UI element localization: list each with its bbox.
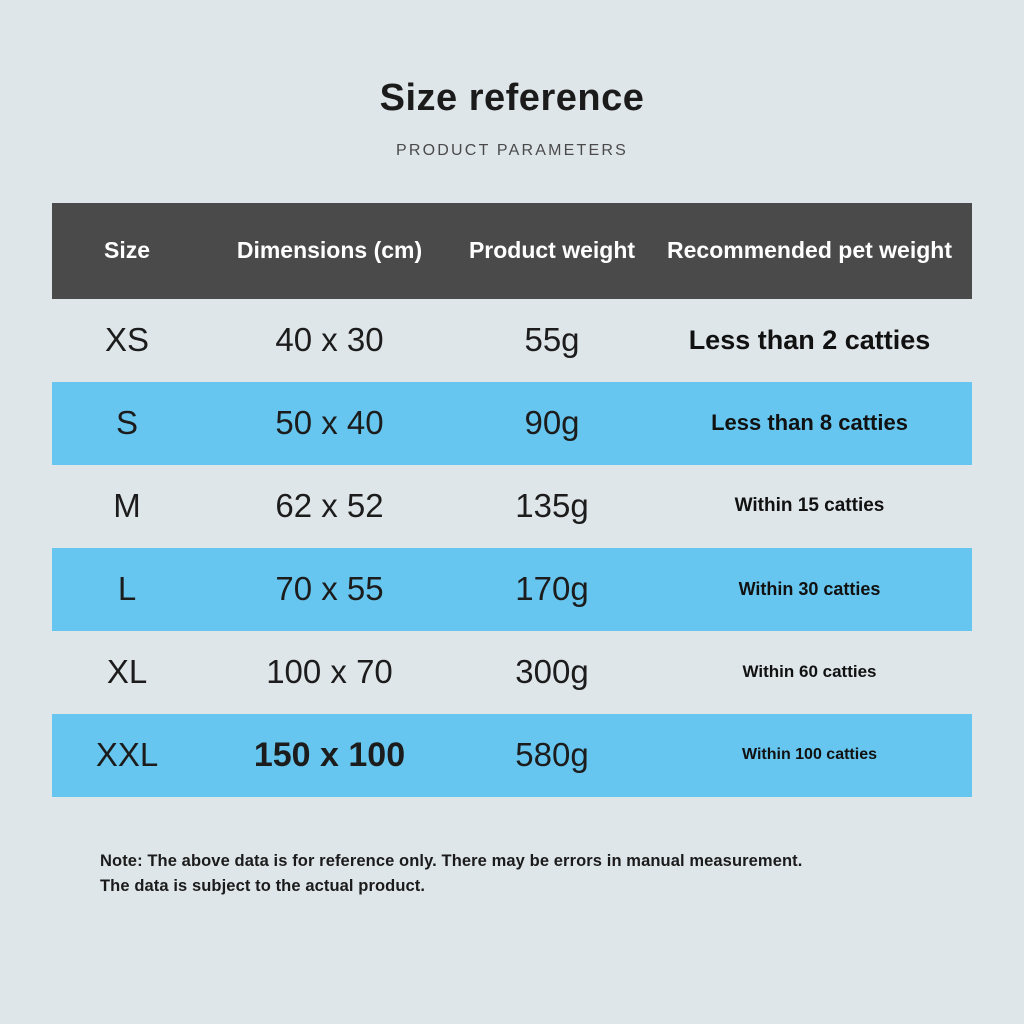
- disclaimer-note-line-2: The data is subject to the actual product.: [100, 877, 426, 896]
- cell-recommended-pet-weight: Within 60 catties: [742, 662, 877, 682]
- table-row: [52, 548, 972, 631]
- table-header-row: [52, 203, 972, 299]
- cell-size: S: [115, 404, 138, 442]
- table-row: [52, 631, 972, 714]
- cell-product-weight: 135g: [515, 487, 589, 525]
- cell-dimensions: 40 x 30: [275, 321, 384, 359]
- table-row: [52, 382, 972, 465]
- column-header-product-weight: Product weight: [468, 237, 636, 264]
- page-subtitle: PRODUCT PARAMETERS: [396, 141, 628, 159]
- column-header-size: Size: [103, 237, 151, 264]
- cell-recommended-pet-weight: Less than 2 catties: [688, 324, 931, 355]
- size-table: [52, 203, 972, 797]
- cell-product-weight: 55g: [524, 321, 580, 359]
- cell-dimensions: 70 x 55: [275, 570, 384, 608]
- table-header: [52, 203, 972, 299]
- cell-recommended-pet-weight: Within 30 catties: [738, 578, 881, 599]
- cell-size: L: [117, 570, 137, 608]
- cell-size: XS: [104, 321, 150, 359]
- cell-product-weight: 170g: [515, 570, 589, 608]
- disclaimer-note: [100, 849, 930, 900]
- cell-recommended-pet-weight: Less than 8 catties: [711, 410, 908, 436]
- page-header: [0, 0, 1024, 160]
- table-row: [52, 299, 972, 382]
- cell-size: XL: [106, 653, 148, 691]
- cell-dimensions: 150 x 100: [253, 735, 406, 774]
- cell-size: M: [113, 487, 141, 525]
- table-body: [52, 299, 972, 797]
- cell-recommended-pet-weight: Within 15 catties: [734, 495, 885, 517]
- column-header-dimensions: Dimensions (cm): [236, 237, 423, 264]
- disclaimer-note-line-1: Note: The above data is for reference only. There may be errors in manual measurement.: [100, 851, 803, 870]
- column-header-recommended-pet-weight: Recommended pet weight: [667, 237, 952, 264]
- size-table-container: [52, 203, 972, 797]
- cell-product-weight: 580g: [515, 736, 589, 774]
- table-row: [52, 465, 972, 548]
- cell-dimensions: 62 x 52: [275, 487, 384, 525]
- cell-dimensions: 50 x 40: [275, 404, 384, 442]
- cell-recommended-pet-weight: Within 100 catties: [741, 746, 877, 764]
- page-title: Size reference: [379, 77, 645, 119]
- table-row: [52, 714, 972, 797]
- cell-product-weight: 300g: [515, 653, 589, 691]
- cell-dimensions: 100 x 70: [266, 653, 393, 691]
- cell-product-weight: 90g: [524, 404, 580, 442]
- cell-size: XXL: [95, 736, 159, 774]
